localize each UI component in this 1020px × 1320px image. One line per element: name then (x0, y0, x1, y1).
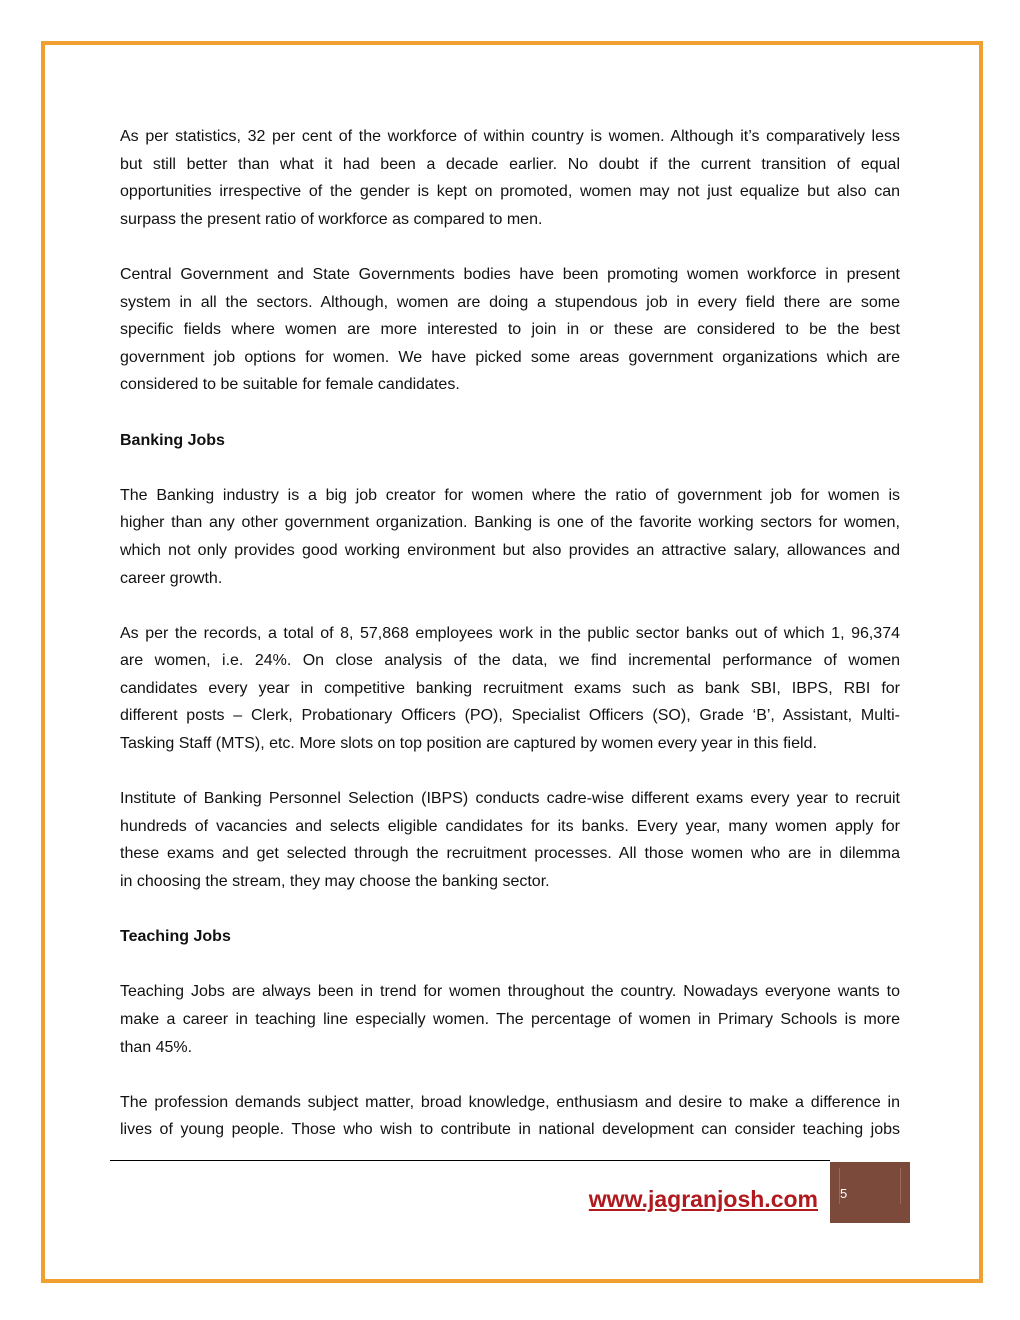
text-line: Tasking Staff (MTS), etc. More slots on top position are captured by women every year in this field. (120, 735, 817, 753)
text-line: government job options for women. We have picked some areas government organizations which are (120, 348, 900, 366)
text-line: specific fields where women are more interested to join in or these are considered to be the best (120, 321, 900, 339)
text-line: considered to be suitable for female candidates. (120, 376, 460, 394)
text-line: As per statistics, 32 per cent of the workforce of within country is women. Although it’s comparatively less (120, 128, 900, 145)
text-line: Institute of Banking Personnel Selection (IBPS) conducts cadre-wise different exams every year to recruit (120, 790, 900, 808)
text-line: Teaching Jobs are always been in trend for women throughout the country. Nowadays everyone wants to (120, 983, 900, 1001)
page-number: 5 (840, 1186, 848, 1201)
text-line: candidates every year in competitive banking recruitment exams such as bank SBI, IBPS, RBI for (120, 679, 900, 697)
text-line: system in all the sectors. Although, women are doing a stupendous job in every field there are some (120, 293, 900, 311)
text-line: The profession demands subject matter, broad knowledge, enthusiasm and desire to make a difference in (120, 1093, 900, 1111)
page-number-box (830, 1162, 910, 1223)
text-line: these exams and get selected through the recruitment processes. All those women who are in dilemma (120, 845, 900, 863)
paragraph (120, 1089, 900, 1144)
text-line: different posts – Clerk, Probationary Officers (PO), Specialist Officers (SO), Grade ‘B’, Assistant, Multi- (120, 707, 900, 725)
section-heading: Teaching Jobs (120, 928, 231, 946)
text-line: lives of young people. Those who wish to contribute in national development can consider teaching jobs (120, 1121, 900, 1139)
text-line: than 45%. (120, 1038, 193, 1056)
text-line: which not only provides good working environment but also provides an attractive salary, allowances and (120, 541, 900, 559)
footer-rule (110, 1160, 830, 1161)
text-line: make a career in teaching line especially women. The percentage of women in Primary Schools is more (120, 1011, 900, 1028)
text-line: higher than any other government organization. Banking is one of the favorite working sectors for women, (120, 514, 900, 532)
divider (900, 1168, 901, 1204)
paragraph (120, 261, 900, 399)
text-line: Central Government and State Governments bodies have been promoting women workforce in present (120, 265, 900, 283)
document-body (120, 123, 900, 1172)
text-line: but still better than what it had been a decade earlier. No doubt if the current transition of equal (120, 155, 900, 173)
text-line: The Banking industry is a big job creator for women where the ratio of government job for women is (120, 486, 900, 504)
paragraph (120, 482, 900, 592)
text-line: As per the records, a total of 8, 57,868 employees work in the public sector banks out of which 1, 96,374 (120, 624, 900, 642)
text-line: hundreds of vacancies and selects eligible candidates for its banks. Every year, many women apply for (120, 817, 900, 835)
text-line: career growth. (120, 569, 223, 587)
website-link[interactable]: www.jagranjosh.com (588, 1186, 818, 1212)
text-line: surpass the present ratio of workforce as compared to men. (120, 210, 543, 228)
text-line: are women, i.e. 24%. On close analysis of the data, we find incremental performance of women (120, 652, 900, 670)
paragraph (120, 978, 900, 1061)
text-line: in choosing the stream, they may choose the banking sector. (120, 873, 550, 891)
paragraph (120, 620, 900, 758)
paragraph (120, 123, 900, 233)
section-heading: Banking Jobs (120, 431, 225, 449)
paragraph (120, 785, 900, 895)
text-line: opportunities irrespective of the gender is kept on promoted, women may not just equalize but also can (120, 183, 900, 201)
